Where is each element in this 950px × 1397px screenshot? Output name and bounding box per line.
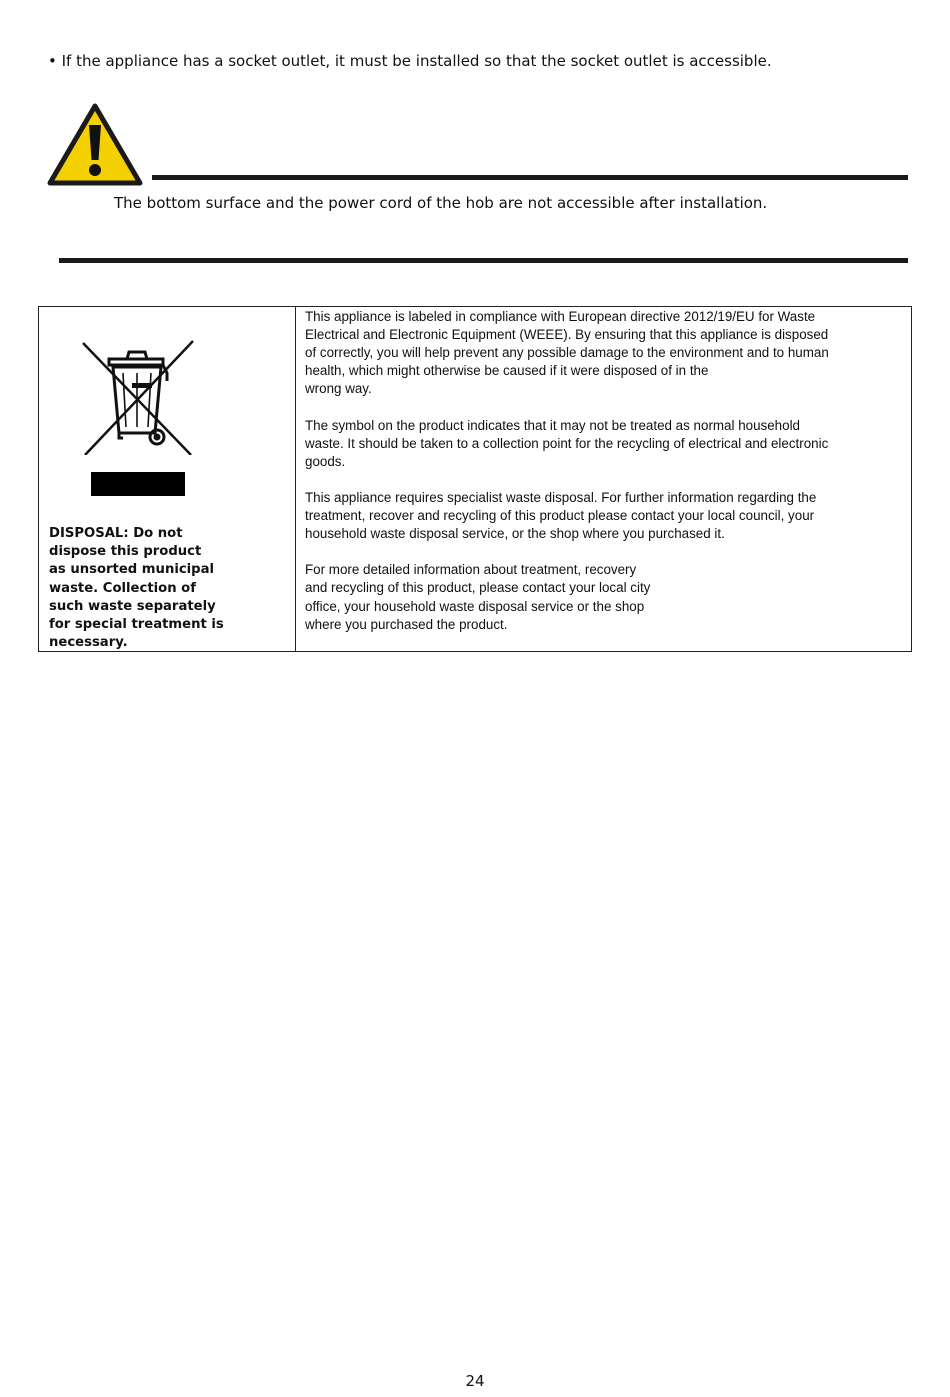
warning-triangle-icon [47, 103, 143, 187]
paragraph-line: For more detailed information about treatment, recovery [305, 562, 637, 578]
disposal-note-line: for special treatment is [49, 617, 224, 633]
paragraph-line: wrong way. [305, 381, 372, 397]
disposal-symbol-cell [39, 307, 296, 651]
paragraph-line: This appliance requires specialist waste disposal. For further information regarding the [305, 489, 817, 505]
weee-directive-paragraph [305, 308, 909, 398]
disposal-note-line: necessary. [49, 635, 128, 651]
disposal-note-line: DISPOSAL: Do not [49, 526, 183, 541]
paragraph-line: goods. [305, 453, 346, 469]
paragraph-line: health, which might otherwise be caused if it were disposed of in the [305, 363, 709, 379]
page-number: 24 [465, 1372, 485, 1390]
disposal-note [49, 525, 289, 652]
paragraph-line: Electrical and Electronic Equipment (WEEE). By ensuring that this appliance is disposed [305, 327, 829, 343]
disposal-note-line: as unsorted municipal [49, 562, 215, 578]
warning-top-rule [152, 175, 908, 180]
disposal-note-line: waste. Collection of [49, 580, 196, 596]
paragraph-line: office, your household waste disposal service or the shop [305, 598, 645, 614]
crossed-out-wheelie-bin-icon [79, 337, 197, 455]
warning-text: The bottom surface and the power cord of the hob are not accessible after installation. [114, 194, 768, 212]
symbol-meaning-paragraph [305, 417, 909, 471]
disposal-note-line: such waste separately [49, 598, 216, 614]
paragraph-line: of correctly, you will help prevent any possible damage to the environment and to human [305, 345, 829, 361]
paragraph-line: waste. It should be taken to a collection point for the recycling of electrical and electronic [305, 435, 829, 451]
paragraph-line: The symbol on the product indicates that it may not be treated as normal household [305, 417, 800, 433]
paragraph-line: and recycling of this product, please contact your local city [305, 580, 651, 596]
more-information-paragraph [305, 561, 909, 633]
weee-disposal-table [38, 306, 912, 652]
disposal-note-line: dispose this product [49, 544, 202, 560]
paragraph-line: where you purchased the product. [305, 616, 508, 632]
specialist-disposal-paragraph [305, 489, 909, 543]
disposal-info-cell [305, 308, 909, 652]
bullet-item: • If the appliance has a socket outlet, it must be installed so that the socket outlet is accessible. [48, 52, 772, 70]
paragraph-line: household waste disposal service, or the shop where you purchased it. [305, 526, 725, 542]
paragraph-line: This appliance is labeled in compliance with European directive 2012/19/EU for Waste [305, 309, 816, 324]
warning-bottom-rule [59, 258, 908, 263]
black-bar-mark [91, 472, 185, 496]
paragraph-line: treatment, recover and recycling of this product please contact your local council, your [305, 508, 815, 524]
